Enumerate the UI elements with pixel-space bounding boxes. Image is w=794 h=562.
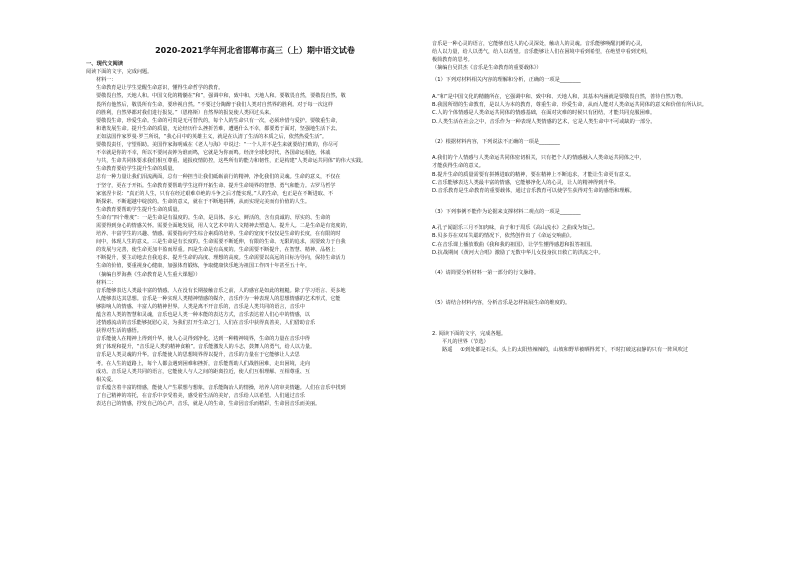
- answer-option: D.抗战期间《黄河大合唱》激励了无数中华儿女投身抗日救亡的洪流之中。: [432, 249, 604, 256]
- question-3: （3）下列事例不能作为论据来支撑材料二观点的一项是________: [432, 208, 581, 215]
- paragraph-line: 生命教育是让学生觉醒生命意识，懂得生命哲学的教育。: [96, 85, 224, 92]
- paragraph-line: 音乐是人类灵魂的升华。音乐能使人的思想境界得以提升，音乐的力量在于它能够让人去思: [96, 352, 300, 359]
- answer-option: 才能获得生命的意义。: [432, 163, 484, 170]
- paragraph-line: 和谐发展生命。提升生命的质量，无论经历什么挫折苦难，遭遇什么不幸，都要勇于面对，坚强地生活下去。: [96, 125, 341, 132]
- story-author: 路遥: [442, 347, 453, 354]
- paragraph-line: 于坚守，更在于开拓。生命教育要帮助学生这样开拓生命、提升生命境界的智慧、勇气和能力。古罗马哲学: [96, 182, 336, 189]
- story-title: 平凡的世界（节选）: [442, 339, 489, 346]
- paragraph-line: 家塞涅卡说：“真正的人生，只有在经过艰难卓绝的斗争之后才能实现。”人的生命，也正是在不断进取、不: [96, 190, 334, 197]
- question-1: （1）下列对材料相关内容的理解和分析，正确的一项是________: [432, 77, 581, 84]
- paragraph-line: 音乐能够表达人类最丰富的情感。人在没有长期接触音乐之前，人的感官是如此的粗糙。除了学习语言、更多地: [96, 287, 346, 294]
- question-3-options: [432, 224, 757, 257]
- paragraph-line: 正如法国作家罗曼·罗兰所说，“我心目中的英雄主义，就是在认清了生活的本质之后，依然热爱生活”。: [96, 133, 328, 140]
- section-heading: 一、现代文阅读: [86, 61, 124, 67]
- answer-option: B.贝多芬在双耳失聪的情况下，依然创作出了《命运交响曲》。: [432, 233, 575, 240]
- paragraph-line: 的胜利，自然界都对我们进行报复。”（恩格斯）自然界的报复使人类回过头来。: [96, 109, 275, 116]
- paragraph-line: （摘编自罗海燕《生命教育是人生重大课题》）: [96, 271, 201, 278]
- paragraph-line: 培养、丰富学生的兴趣、情感。需要指向学生综合素质的培养。生命的宽度不仅仅是生命的长度，在有限的时: [96, 231, 341, 238]
- paragraph-line: 畏所有他然后，敬畏所有生命，要珍视自然。“不要过分陶醉于我们人类对自然界的胜利。对于每一次这样: [96, 101, 333, 108]
- answer-option: C.音乐能够表达人类最丰富的情感，它能够净化人的心灵，让人的精神得到升华。: [432, 180, 619, 187]
- material-one-label: 材料一：: [96, 77, 117, 84]
- paragraph-line: 了自己精神的寄托，在音乐中享受着美，感受着生活的美好，音乐给人以希望。人们通过音乐: [96, 392, 305, 399]
- answer-option: A.“和”是中国文化的精髓所在，它强调中和、致中和、天地人和，其基本内涵就是要敬畏自然，善待自然万物。: [432, 93, 687, 100]
- paragraph-line: 音乐能使人在精神上得到升华，使人心灵得到净化，达到一种精神境界，生命的力量在音乐中得: [96, 336, 310, 343]
- paragraph-line: 述情感流动的音乐能够抚慰心灵，为我们打开生命之门，人们在音乐中获得真善美，人们借助音乐: [96, 320, 316, 327]
- right-column: [432, 40, 757, 355]
- reading-prompt: 阅读下面的文字，完成问题。: [86, 69, 153, 76]
- paragraph-line: 到了体现和提升，“音乐是人类的精神食粮”。音乐能激发人的斗志，鼓舞人的勇气，给人以力量。: [96, 344, 316, 351]
- paragraph-line: 蕴含着人类的智慧和灵魂，音乐也是人类一种本能的表达方式，音乐表达着人们心中的情感，以: [96, 312, 310, 319]
- paragraph-line: 间中，体现人生的意义。三是生命是有长度的。生命需要不断延伸，有限的生命、无限的追求，需要致力于自我: [96, 239, 346, 246]
- paragraph-line: 极简教育的思考。: [432, 57, 473, 64]
- paragraph-line: 需要得到身心的情感关怀。需要全面地发展，用人文艺术中的人文精神去塑造人、提升人。二是生命是有宽度的，: [96, 222, 351, 229]
- answer-option: A.我们的个人情感与人类命运共同体密切相关，只有把个人的情感融入人类命运共同体之中，: [432, 155, 645, 162]
- right-body-text: [432, 40, 757, 72]
- answer-option: B.我国所谓的生命教育，是以人为本的教育，尊重生命、珍爱生命，从而人能对人类命运共同体的意义和价值有所认识。: [432, 101, 707, 108]
- paragraph-line: 材料二：: [96, 279, 117, 286]
- paragraph-line: 不幸就是你的不幸，所以不要问丧钟为谁而鸣，它就是为你而鸣。经济全球化时代，各国命运相连，休戚: [96, 150, 331, 157]
- answer-option: B.提升生命的质量需要有拼搏进取的精神，要在精神上不断追求，才能让生命更有意义。: [432, 171, 635, 178]
- paragraph-line: 音乐蕴含着丰富的情感，能使人产生联想与想象，音乐能陶冶人的情操，培养人的审美情趣。人们在音乐中找到: [96, 384, 346, 391]
- paragraph-line: 不断提升，要主动地去自我追求、提升生命的高度、理想的高度。生命需要以高远的目标为导向，保持生命活力: [96, 255, 346, 262]
- paragraph-line: 给人以力量，给人以勇气，给人以希望。音乐能够让人们在困境中看到希望，在绝望中看到光明，: [432, 49, 652, 56]
- paragraph-line: 人能够表达其思想。音乐是一种实现人类精神情感的媒介，音乐作为一种表现人的思想情感的艺术形式，它能: [96, 295, 341, 302]
- question-4: （4）请简要分析材料一第一部分的行文脉络。: [432, 270, 540, 277]
- answer-option: D.人类生活在社会之中，音乐作为一种表现人类情感的艺术，它是人类生命中不可或缺的一部分。: [432, 118, 656, 125]
- left-body-text: [86, 84, 424, 408]
- question-2: （2）根据材料内容，下列说法不正确的一项是________: [432, 138, 560, 145]
- paragraph-line: 表达自己的情感，抒发自己的心声。音乐，就是人的生命，生命因音乐而精彩，生命因音乐而美丽。: [96, 401, 321, 408]
- story-text: ①到处都是石头，头上的太阳热辣辣的，山坡和野草被晒得蔫下，不时打破这寂静的只有一阵风吹过: [460, 347, 689, 354]
- paragraph-line: 要敬畏责任，守望相助。美国作家海明威在《老人与海》中说过：“一个人并不是生来就要给打败的，你尽可: [96, 142, 339, 149]
- left-column: [86, 60, 424, 408]
- question-2-options: [432, 154, 757, 195]
- paragraph-line: 的发展与完善，使生命更加丰盈而厚重。四是生命是有高度的。生命需要不断提升，在智慧、精神、品格上: [96, 247, 336, 254]
- answer-option: A.孔子闻韶乐三月不知肉味，由于和于周乐《高山流水》之曲成为知己。: [432, 224, 598, 231]
- paragraph-line: （摘编自吴洪杰《音乐是生命教育的重要载体》）: [432, 65, 542, 72]
- question-5: （5）请结合材料内容，分析音乐是怎样拓展生命的维度的。: [432, 300, 571, 307]
- paragraph-line: 音乐是一种心灵的语言，它能够直达人的心灵深处，触动人的灵魂。音乐能够唤醒沉睡的心灵，: [432, 41, 646, 47]
- paragraph-line: 够影响人的情感、丰富人的精神世界。人类是离不开音乐的，音乐是人类共同的语言，音乐中: [96, 303, 305, 310]
- exam-title: 2020-2021学年河北省邯郸市高三（上）期中语文试卷: [155, 46, 355, 55]
- paragraph-line: 生命的价值，要重视身心健康，加强体育锻炼，争取健康快乐地为祖国工作四十年甚至五十年。: [96, 263, 310, 270]
- paragraph-line: 与共，生命共同体要求我们相互尊重、通报疫情防控，这些所有的能力和韧性，正是构建“人类命运共同体”的伟大实践。: [96, 158, 367, 165]
- paragraph-line: 成功。音乐是人类共同的语言，它能使人与人之间的距离拉近，使人们互相理解、互相尊重、互: [96, 368, 310, 375]
- paragraph-line: 要敬畏自然，天地人和。中国文化的精髓在“和”，强调中和，致中和，天地人和。要敬畏自然，要敬畏自然，敬: [96, 93, 346, 100]
- answer-option: C.在音乐课上播放歌曲《我和我的祖国》，让学生懂得感恩和报答祖国。: [432, 241, 596, 248]
- paragraph-line: 总有一种力量让我们泪流满面，总有一种担当让我们砥砺前行的精神，净化我们的灵魂。生命的意义，不仅在: [96, 174, 341, 181]
- answer-option: C.人的个体情感是人类命运共同体的情感基础，在面对灾难的时候只有团结，才能共同克服困难。: [432, 110, 656, 117]
- paragraph-line: 生命教育要给学生提升生命的质量。: [96, 166, 178, 173]
- answer-option: D.音乐教育是生命教育的重要载体，通过音乐教育可以使学生获得对生命的感悟和理解。: [432, 188, 635, 195]
- question-1-options: [432, 93, 757, 126]
- paragraph-line: 生命有“四个维度”：一是生命是有温度的。生命，是具体、多元、鲜活的，含有真诚的、厚实的、生命的: [96, 214, 331, 221]
- paragraph-line: 断探索、不断超越中绽放的。生命的意义，就在于不断地拼搏，从而实现完美而有价值的人生。: [96, 198, 310, 205]
- paragraph-line: 要敬畏生命，珍爱生命。生命的可贵是无可替代的，每个人的生命只有一次，必须珍惜与爱护。要敬重生命，: [96, 117, 341, 124]
- section-2-heading: 2. 阅读下面的文字，完成各题。: [432, 330, 507, 337]
- story-first-line: [432, 346, 757, 354]
- paragraph-line: 获得对生活的感悟。: [96, 328, 142, 335]
- paragraph-line: 相关爱。: [96, 376, 117, 383]
- paragraph-line: 考。在人生的道路上，每个人都会遇到困难和挫折，音乐能帮助人们战胜困难，走出困境，走向: [96, 360, 310, 367]
- paragraph-line: 生命教育要帮助学生提升生命的质量。: [96, 206, 183, 213]
